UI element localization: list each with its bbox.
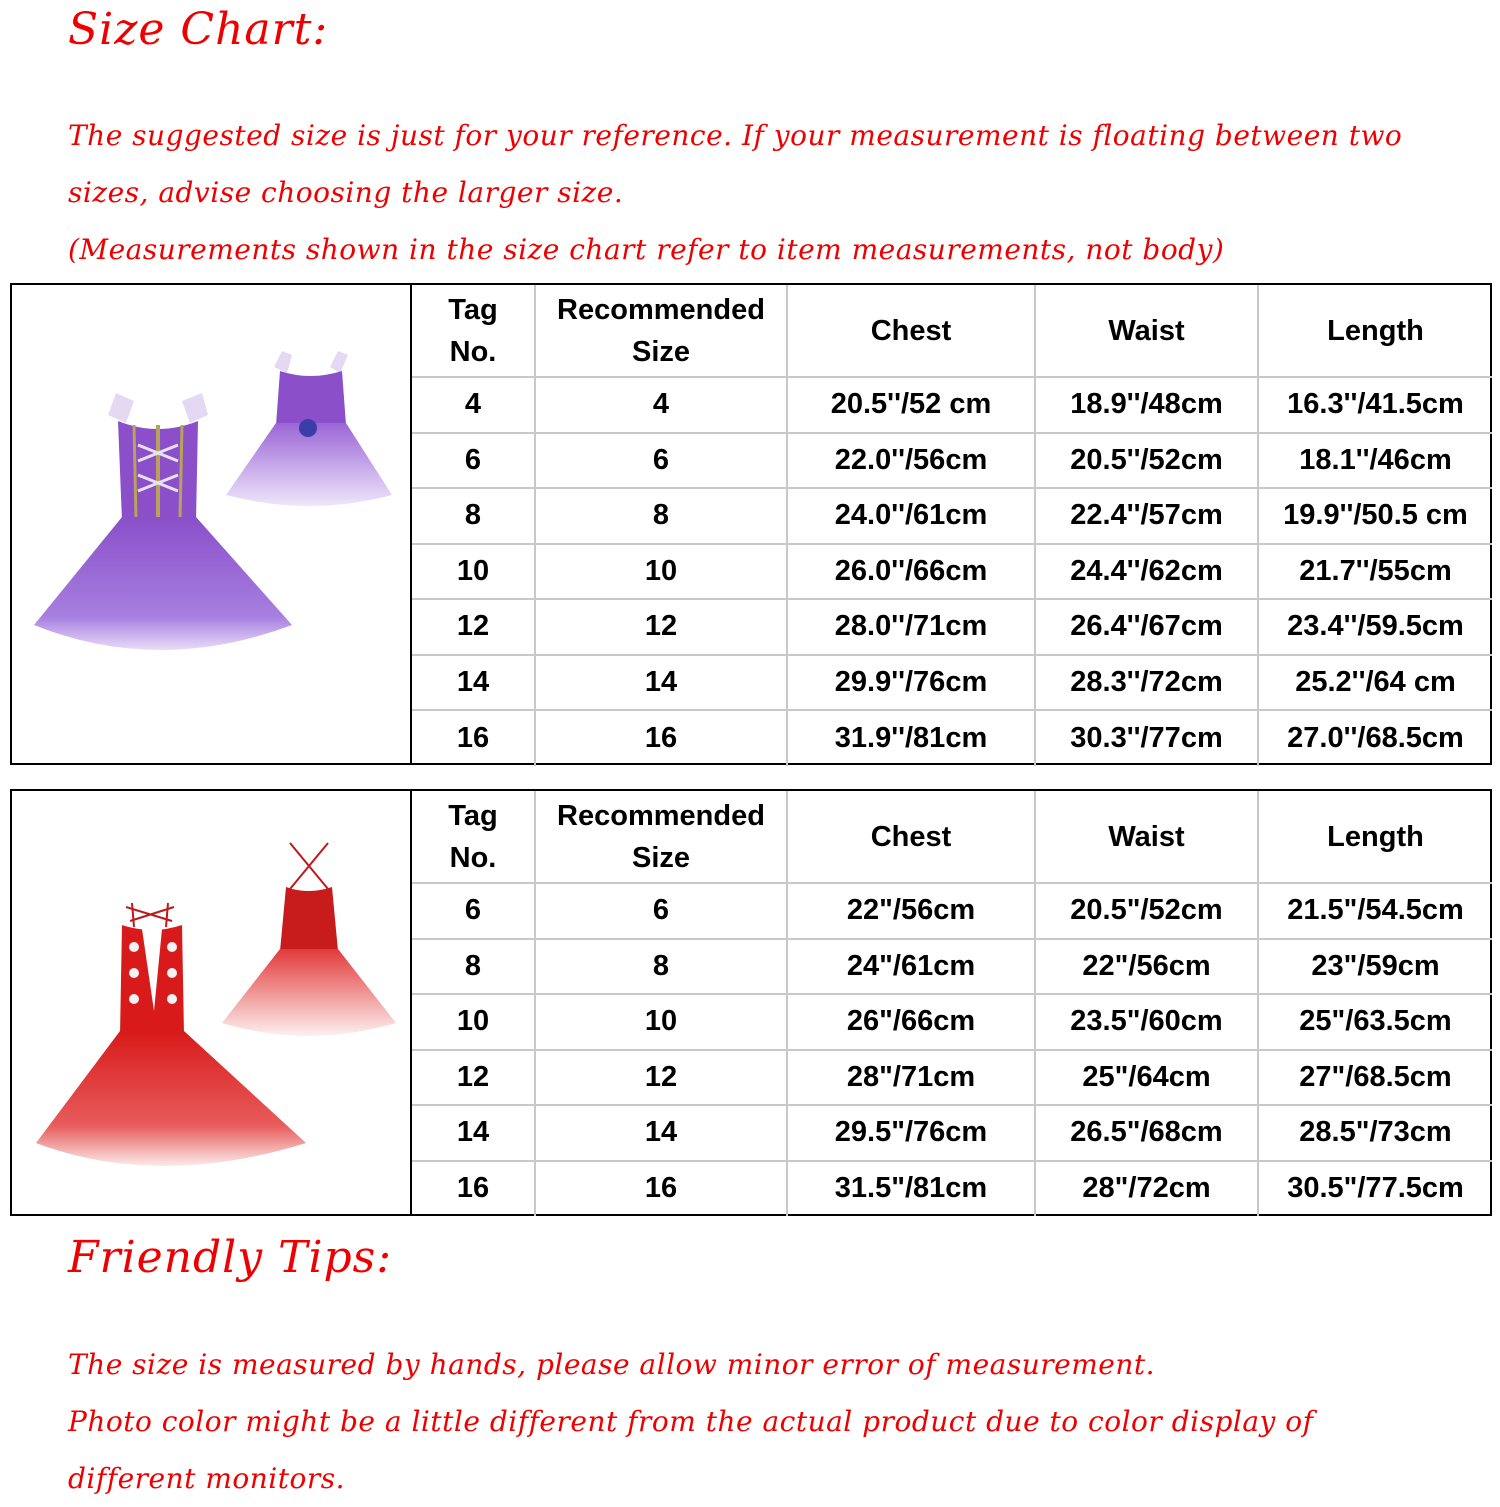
intro-text: [68, 107, 1402, 278]
cell-length: 28.5"/73cm: [1258, 1105, 1492, 1161]
table-row: [412, 433, 1492, 489]
cell-waist: 25"/64cm: [1035, 1050, 1258, 1106]
purple-tutu-dress-image: [12, 285, 410, 763]
table-row: [412, 994, 1492, 1050]
intro-line-2: sizes, advise choosing the larger size.: [68, 176, 624, 209]
cell-length: 25.2''/64 cm: [1258, 655, 1492, 711]
cell-chest: 28"/71cm: [787, 1050, 1035, 1106]
cell-waist: 26.4''/67cm: [1035, 599, 1258, 655]
cell-length: 19.9''/50.5 cm: [1258, 488, 1492, 544]
cell-chest: 29.9''/76cm: [787, 655, 1035, 711]
cell-waist: 20.5"/52cm: [1035, 883, 1258, 939]
cell-waist: 23.5"/60cm: [1035, 994, 1258, 1050]
cell-chest: 20.5''/52 cm: [787, 377, 1035, 433]
cell-size: 16: [535, 1161, 787, 1217]
cell-waist: 26.5"/68cm: [1035, 1105, 1258, 1161]
cell-size: 10: [535, 994, 787, 1050]
cell-chest: 31.5"/81cm: [787, 1161, 1035, 1217]
cell-waist: 28"/72cm: [1035, 1161, 1258, 1217]
header-length: Length: [1258, 791, 1492, 883]
cell-length: 27.0''/68.5cm: [1258, 710, 1492, 766]
table-row: [412, 710, 1492, 766]
size-chart-purple: [10, 283, 1492, 765]
cell-length: 23"/59cm: [1258, 939, 1492, 995]
cell-tag: 16: [412, 1161, 535, 1217]
intro-line-3: (Measurements shown in the size chart refer to item measurements, not body): [68, 233, 1225, 266]
cell-length: 30.5"/77.5cm: [1258, 1161, 1492, 1217]
header-recommended-size: Recommended Size: [535, 285, 787, 377]
cell-waist: 28.3''/72cm: [1035, 655, 1258, 711]
cell-size: 6: [535, 433, 787, 489]
cell-length: 21.7''/55cm: [1258, 544, 1492, 600]
cell-length: 21.5"/54.5cm: [1258, 883, 1492, 939]
cell-length: 23.4''/59.5cm: [1258, 599, 1492, 655]
header-length: Length: [1258, 285, 1492, 377]
table-row: [412, 655, 1492, 711]
cell-size: 10: [535, 544, 787, 600]
cell-length: 18.1''/46cm: [1258, 433, 1492, 489]
cell-waist: 30.3''/77cm: [1035, 710, 1258, 766]
page-title: Size Chart:: [68, 4, 329, 55]
intro-line-1: The suggested size is just for your reference. If your measurement is floating between two: [68, 119, 1403, 152]
size-table-purple: [412, 285, 1492, 766]
tips-line-3: different monitors.: [68, 1462, 345, 1495]
cell-size: 14: [535, 655, 787, 711]
cell-tag: 6: [412, 433, 535, 489]
cell-size: 6: [535, 883, 787, 939]
cell-chest: 26.0''/66cm: [787, 544, 1035, 600]
header-recommended-size: Recommended Size: [535, 791, 787, 883]
cell-chest: 31.9''/81cm: [787, 710, 1035, 766]
cell-tag: 14: [412, 1105, 535, 1161]
cell-chest: 24.0''/61cm: [787, 488, 1035, 544]
tips-text: [68, 1336, 1313, 1507]
table-row: [412, 1105, 1492, 1161]
cell-size: 4: [535, 377, 787, 433]
size-table-red: [412, 791, 1492, 1216]
cell-size: 12: [535, 599, 787, 655]
tips-line-2: Photo color might be a little different from the actual product due to color display of: [68, 1405, 1314, 1438]
cell-chest: 26"/66cm: [787, 994, 1035, 1050]
tips-heading: Friendly Tips:: [68, 1232, 393, 1283]
product-photo-purple: [12, 285, 412, 763]
cell-chest: 22.0''/56cm: [787, 433, 1035, 489]
cell-size: 16: [535, 710, 787, 766]
cell-tag: 6: [412, 883, 535, 939]
cell-tag: 8: [412, 939, 535, 995]
cell-tag: 12: [412, 1050, 535, 1106]
cell-tag: 10: [412, 544, 535, 600]
product-photo-red: [12, 791, 412, 1214]
cell-tag: 16: [412, 710, 535, 766]
cell-waist: 24.4''/62cm: [1035, 544, 1258, 600]
table-row: [412, 488, 1492, 544]
size-chart-red: [10, 789, 1492, 1216]
cell-tag: 8: [412, 488, 535, 544]
cell-size: 8: [535, 488, 787, 544]
cell-tag: 10: [412, 994, 535, 1050]
header-waist: Waist: [1035, 791, 1258, 883]
cell-length: 16.3''/41.5cm: [1258, 377, 1492, 433]
cell-tag: 4: [412, 377, 535, 433]
red-tutu-dress-image: [12, 791, 410, 1214]
header-tag-no: Tag No.: [412, 285, 535, 377]
cell-waist: 22"/56cm: [1035, 939, 1258, 995]
cell-chest: 24"/61cm: [787, 939, 1035, 995]
tips-line-1: The size is measured by hands, please allow minor error of measurement.: [68, 1348, 1156, 1381]
cell-length: 25"/63.5cm: [1258, 994, 1492, 1050]
cell-size: 14: [535, 1105, 787, 1161]
cell-chest: 22"/56cm: [787, 883, 1035, 939]
header-waist: Waist: [1035, 285, 1258, 377]
table-row: [412, 939, 1492, 995]
header-chest: Chest: [787, 285, 1035, 377]
table-row: [412, 599, 1492, 655]
table-row: [412, 544, 1492, 600]
header-tag-no: Tag No.: [412, 791, 535, 883]
cell-length: 27"/68.5cm: [1258, 1050, 1492, 1106]
cell-chest: 29.5"/76cm: [787, 1105, 1035, 1161]
table-row: [412, 1161, 1492, 1217]
cell-size: 12: [535, 1050, 787, 1106]
cell-tag: 14: [412, 655, 535, 711]
table-row: [412, 377, 1492, 433]
cell-waist: 18.9''/48cm: [1035, 377, 1258, 433]
cell-waist: 20.5''/52cm: [1035, 433, 1258, 489]
cell-waist: 22.4''/57cm: [1035, 488, 1258, 544]
cell-chest: 28.0''/71cm: [787, 599, 1035, 655]
table-row: [412, 1050, 1492, 1106]
header-chest: Chest: [787, 791, 1035, 883]
table-row: [412, 883, 1492, 939]
cell-tag: 12: [412, 599, 535, 655]
cell-size: 8: [535, 939, 787, 995]
